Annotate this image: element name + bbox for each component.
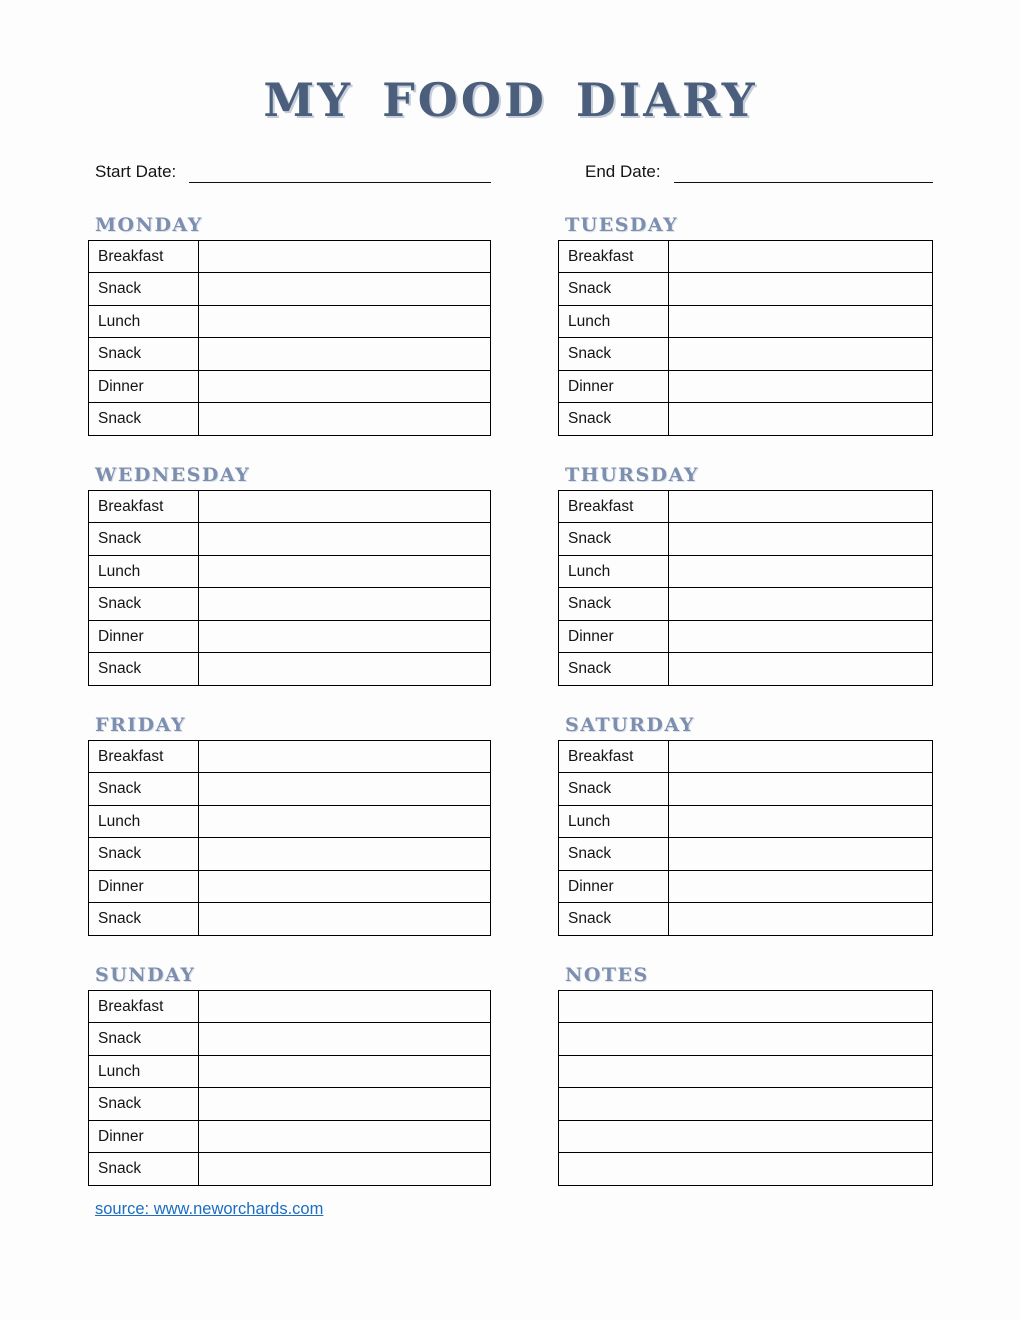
- sunday-snack1-entry[interactable]: [199, 1023, 491, 1056]
- table-row: [559, 240, 933, 273]
- meal-label: Snack: [89, 1023, 199, 1056]
- meal-label: Snack: [89, 653, 199, 686]
- table-row: [559, 740, 933, 773]
- table-row: [89, 1023, 491, 1056]
- wednesday-snack2-entry[interactable]: [199, 588, 491, 621]
- notes-entry-row-5[interactable]: [559, 1120, 933, 1153]
- table-row: [559, 903, 933, 936]
- table-row: [89, 305, 491, 338]
- meal-label: Lunch: [89, 555, 199, 588]
- section-friday: [88, 714, 491, 936]
- table-row: [559, 1055, 933, 1088]
- table-row: [559, 1088, 933, 1121]
- table-row: [89, 523, 491, 556]
- start-date-field[interactable]: [189, 160, 491, 183]
- section-sunday: [88, 964, 491, 1186]
- date-range-row: [88, 160, 933, 183]
- sunday-breakfast-entry[interactable]: [199, 990, 491, 1023]
- monday-meal-table: [88, 240, 491, 436]
- meal-label: Snack: [559, 838, 669, 871]
- thursday-snack3-entry[interactable]: [669, 653, 933, 686]
- table-row: [559, 838, 933, 871]
- meal-label: Lunch: [559, 805, 669, 838]
- saturday-meal-table: [558, 740, 933, 936]
- table-row: [89, 805, 491, 838]
- thursday-lunch-entry[interactable]: [669, 555, 933, 588]
- table-row: [89, 1055, 491, 1088]
- meal-label: Snack: [559, 903, 669, 936]
- tuesday-snack3-entry[interactable]: [669, 403, 933, 436]
- table-row: [89, 620, 491, 653]
- sunday-snack2-entry[interactable]: [199, 1088, 491, 1121]
- monday-lunch-entry[interactable]: [199, 305, 491, 338]
- table-row: [559, 990, 933, 1023]
- end-date-field[interactable]: [674, 160, 933, 183]
- monday-breakfast-entry[interactable]: [199, 240, 491, 273]
- table-row: [559, 305, 933, 338]
- table-row: [89, 1153, 491, 1186]
- table-row: [559, 653, 933, 686]
- section-monday: [88, 214, 491, 436]
- sunday-snack3-entry[interactable]: [199, 1153, 491, 1186]
- wednesday-breakfast-entry[interactable]: [199, 490, 491, 523]
- table-row: [89, 490, 491, 523]
- notes-entry-row-1[interactable]: [559, 990, 933, 1023]
- wednesday-snack1-entry[interactable]: [199, 523, 491, 556]
- friday-lunch-entry[interactable]: [199, 805, 491, 838]
- meal-label: Breakfast: [559, 490, 669, 523]
- table-row: [559, 1153, 933, 1186]
- saturday-snack2-entry[interactable]: [669, 838, 933, 871]
- day-heading-friday: FRIDAY: [95, 713, 187, 736]
- meal-label: Dinner: [89, 1120, 199, 1153]
- friday-dinner-entry[interactable]: [199, 870, 491, 903]
- tuesday-lunch-entry[interactable]: [669, 305, 933, 338]
- tuesday-meal-table: [558, 240, 933, 436]
- section-tuesday: [558, 214, 933, 436]
- notes-table: [558, 990, 933, 1186]
- week-grid: [88, 214, 933, 1186]
- meal-label: Snack: [89, 403, 199, 436]
- saturday-lunch-entry[interactable]: [669, 805, 933, 838]
- table-row: [89, 653, 491, 686]
- monday-snack2-entry[interactable]: [199, 338, 491, 371]
- table-row: [559, 805, 933, 838]
- section-thursday: [558, 464, 933, 686]
- day-heading-wednesday: WEDNESDAY: [95, 463, 251, 486]
- notes-entry-row-4[interactable]: [559, 1088, 933, 1121]
- meal-label: Lunch: [89, 305, 199, 338]
- table-row: [89, 740, 491, 773]
- wednesday-snack3-entry[interactable]: [199, 653, 491, 686]
- meal-label: Dinner: [89, 870, 199, 903]
- meal-label: Breakfast: [89, 990, 199, 1023]
- monday-dinner-entry[interactable]: [199, 370, 491, 403]
- table-row: [559, 273, 933, 306]
- meal-label: Breakfast: [89, 490, 199, 523]
- tuesday-breakfast-entry[interactable]: [669, 240, 933, 273]
- table-row: [559, 338, 933, 371]
- meal-label: Snack: [89, 273, 199, 306]
- meal-label: Snack: [559, 523, 669, 556]
- tuesday-dinner-entry[interactable]: [669, 370, 933, 403]
- section-notes: [558, 964, 933, 1186]
- thursday-snack1-entry[interactable]: [669, 523, 933, 556]
- table-row: [559, 555, 933, 588]
- monday-snack3-entry[interactable]: [199, 403, 491, 436]
- meal-label: Lunch: [89, 1055, 199, 1088]
- table-row: [559, 620, 933, 653]
- meal-label: Snack: [559, 653, 669, 686]
- meal-label: Snack: [559, 403, 669, 436]
- meal-label: Snack: [89, 338, 199, 371]
- section-wednesday: [88, 464, 491, 686]
- table-row: [559, 870, 933, 903]
- table-row: [89, 838, 491, 871]
- table-row: [89, 990, 491, 1023]
- page-title: MY FOOD DIARY: [263, 73, 758, 127]
- meal-label: Snack: [89, 1153, 199, 1186]
- saturday-snack1-entry[interactable]: [669, 773, 933, 806]
- table-row: [89, 870, 491, 903]
- table-row: [89, 903, 491, 936]
- meal-label: Snack: [89, 903, 199, 936]
- meal-label: Snack: [89, 773, 199, 806]
- meal-label: Dinner: [559, 370, 669, 403]
- meal-label: Snack: [559, 273, 669, 306]
- table-row: [89, 1120, 491, 1153]
- day-heading-thursday: THURSDAY: [565, 463, 700, 486]
- thursday-breakfast-entry[interactable]: [669, 490, 933, 523]
- start-date-label: Start Date:: [95, 161, 177, 181]
- meal-label: Dinner: [89, 370, 199, 403]
- table-row: [89, 273, 491, 306]
- table-row: [559, 1120, 933, 1153]
- day-heading-tuesday: TUESDAY: [565, 213, 679, 236]
- table-row: [89, 403, 491, 436]
- table-row: [559, 490, 933, 523]
- day-heading-monday: MONDAY: [95, 213, 203, 236]
- table-row: [559, 523, 933, 556]
- meal-label: Dinner: [89, 620, 199, 653]
- table-row: [89, 240, 491, 273]
- meal-label: Snack: [559, 338, 669, 371]
- wednesday-lunch-entry[interactable]: [199, 555, 491, 588]
- table-row: [559, 403, 933, 436]
- notes-heading: NOTES: [565, 963, 649, 986]
- saturday-dinner-entry[interactable]: [669, 870, 933, 903]
- friday-breakfast-entry[interactable]: [199, 740, 491, 773]
- sunday-dinner-entry[interactable]: [199, 1120, 491, 1153]
- sunday-lunch-entry[interactable]: [199, 1055, 491, 1088]
- tuesday-snack2-entry[interactable]: [669, 338, 933, 371]
- table-row: [559, 588, 933, 621]
- notes-entry-row-2[interactable]: [559, 1023, 933, 1056]
- table-row: [89, 773, 491, 806]
- day-heading-saturday: SATURDAY: [565, 713, 695, 736]
- saturday-breakfast-entry[interactable]: [669, 740, 933, 773]
- thursday-snack2-entry[interactable]: [669, 588, 933, 621]
- thursday-meal-table: [558, 490, 933, 686]
- notes-entry-row-3[interactable]: [559, 1055, 933, 1088]
- meal-label: Breakfast: [89, 740, 199, 773]
- meal-label: Snack: [559, 773, 669, 806]
- start-date-group: [95, 160, 491, 183]
- friday-snack2-entry[interactable]: [199, 838, 491, 871]
- meal-label: Snack: [89, 838, 199, 871]
- friday-meal-table: [88, 740, 491, 936]
- meal-label: Snack: [89, 523, 199, 556]
- meal-label: Lunch: [559, 555, 669, 588]
- monday-snack1-entry[interactable]: [199, 273, 491, 306]
- saturday-snack3-entry[interactable]: [669, 903, 933, 936]
- meal-label: Breakfast: [89, 240, 199, 273]
- tuesday-snack1-entry[interactable]: [669, 273, 933, 306]
- table-row: [89, 338, 491, 371]
- source-link[interactable]: source: www.neworchards.com: [95, 1199, 324, 1218]
- end-date-group: [585, 160, 933, 183]
- wednesday-dinner-entry[interactable]: [199, 620, 491, 653]
- meal-label: Snack: [89, 1088, 199, 1121]
- meal-label: Snack: [89, 588, 199, 621]
- table-row: [559, 773, 933, 806]
- sunday-meal-table: [88, 990, 491, 1186]
- meal-label: Lunch: [559, 305, 669, 338]
- table-row: [89, 588, 491, 621]
- meal-label: Dinner: [559, 620, 669, 653]
- table-row: [559, 370, 933, 403]
- meal-label: Breakfast: [559, 240, 669, 273]
- wednesday-meal-table: [88, 490, 491, 686]
- meal-label: Lunch: [89, 805, 199, 838]
- table-row: [89, 1088, 491, 1121]
- meal-label: Snack: [559, 588, 669, 621]
- meal-label: Dinner: [559, 870, 669, 903]
- end-date-label: End Date:: [585, 161, 661, 181]
- meal-label: Breakfast: [559, 740, 669, 773]
- day-heading-sunday: SUNDAY: [95, 963, 196, 986]
- table-row: [89, 555, 491, 588]
- thursday-dinner-entry[interactable]: [669, 620, 933, 653]
- friday-snack1-entry[interactable]: [199, 773, 491, 806]
- table-row: [559, 1023, 933, 1056]
- friday-snack3-entry[interactable]: [199, 903, 491, 936]
- section-saturday: [558, 714, 933, 936]
- notes-entry-row-6[interactable]: [559, 1153, 933, 1186]
- table-row: [89, 370, 491, 403]
